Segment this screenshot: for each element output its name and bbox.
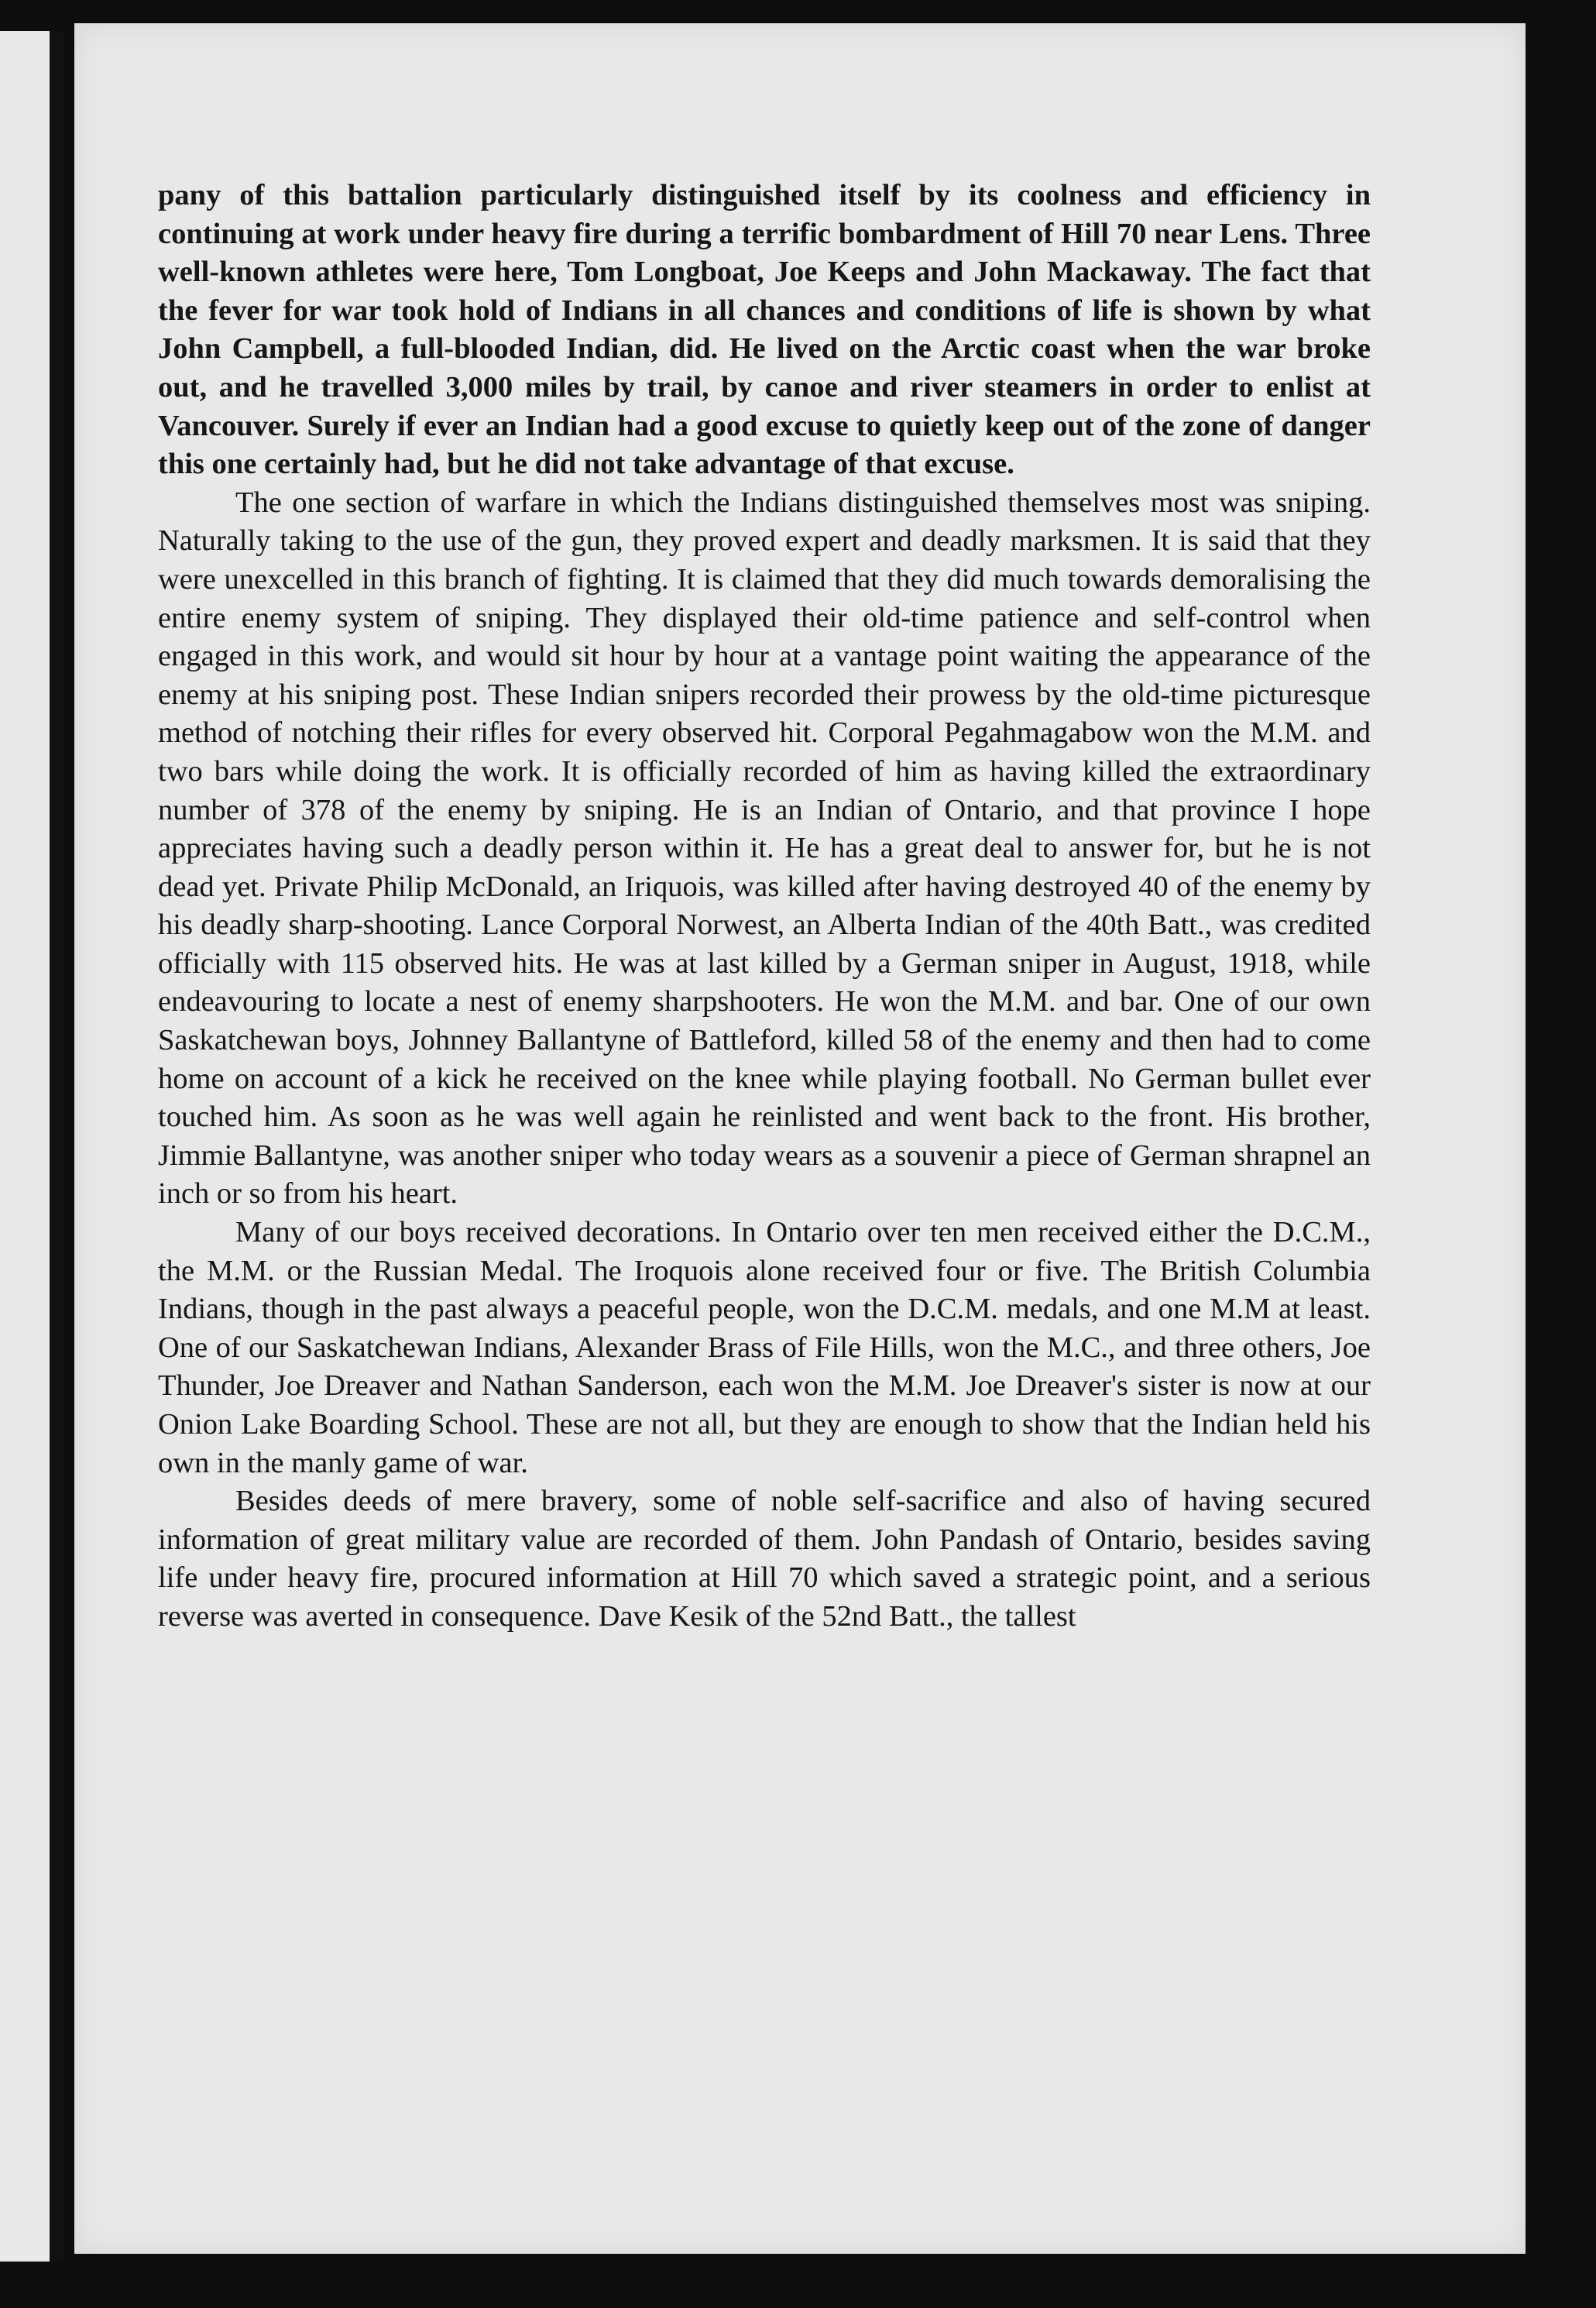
paragraph-4: Besides deeds of mere bravery, some of noble self-sacrifice and also of having secured information of great military value are recorded of them. John Pandash of Ontario, besides saving life under heavy fire, procured information at Hill 70 which saved a strategic point, and a serious reverse was averted in consequence. Dave Kesik of the 52nd Batt., the tallest <box>158 1485 1371 1633</box>
previous-page-edge <box>0 31 56 2262</box>
paragraph-3: Many of our boys received decorations. In Ontario over ten men received either the D.C.M., the M.M. or the Russian Medal. The Iroquois alone received four or five. The British Columbia Indians, though in the past always a peaceful people, won the D.C.M. medals, and one M.M at least. One of our Saskatchewan Indians, Alexander Brass of File Hills, won the M.C., and three others, Joe Thunder, Joe Dreaver and Nathan Sanderson, each won the M.M. Joe Dreaver's sister is now at our Onion Lake Boarding School. These are not all, but they are enough to show that the Indian held his own in the manly game of war. <box>158 1216 1371 1479</box>
page-gutter-shadow <box>50 31 63 2262</box>
page-text <box>158 177 1371 1637</box>
paragraph-1: pany of this battalion particularly distinguished itself by its coolness and efficiency in continuing at work under heavy fire during a terrific bombardment of Hill 70 near Lens. Three well-known athletes were here, Tom Longboat, Joe Keeps and John Mackaway. The fact that the fever for war took hold of Indians in all chances and conditions of life is shown by what John Campbell, a full-blooded Indian, did. He lived on the Arctic coast when the war broke out, and he travelled 3,000 miles by trail, by canoe and river steamers in order to enlist at Vancouver. Surely if ever an Indian had a good excuse to quietly keep out of the zone of danger this one certainly had, but he did not take advantage of that excuse. <box>158 179 1371 481</box>
paragraph-2: The one section of warfare in which the Indians distinguished themselves most was sniping. Naturally taking to the use of the gun, they proved expert and deadly marksmen. It is said that they were unexcelled in this branch of fighting. It is claimed that they did much towards demoralising the entire enemy system of sniping. They displayed their old-time patience and self-control when engaged in this work, and would sit hour by hour at a vantage point waiting the appearance of the enemy at his sniping post. These Indian snipers recorded their prowess by the old-time picturesque method of notching their rifles for every observed hit. Corporal Pegahmagabow won the M.M. and two bars while doing the work. It is officially recorded of him as having killed the extraordinary number of 378 of the enemy by sniping. He is an Indian of Ontario, and that province I hope appreciates having such a deadly person within it. He has a great deal to answer for, but he is not dead yet. Private Philip McDonald, an Iriquois, was killed after having destroyed 40 of the enemy by his deadly sharp-shooting. Lance Corporal Norwest, an Alberta Indian of the 40th Batt., was credited officially with 115 observed hits. He was at last killed by a German sniper in August, 1918, while endeavouring to locate a nest of enemy sharpshooters. He won the M.M. and bar. One of our own Saskatchewan boys, Johnney Ballantyne of Battleford, killed 58 of the enemy and then had to come home on account of a kick he received on the knee while playing football. No German bullet ever touched him. As soon as he was well again he reinlisted and went back to the front. His brother, Jimmie Ballantyne, was another sniper who today wears as a souvenir a piece of German shrapnel an inch or so from his heart. <box>158 486 1371 1211</box>
